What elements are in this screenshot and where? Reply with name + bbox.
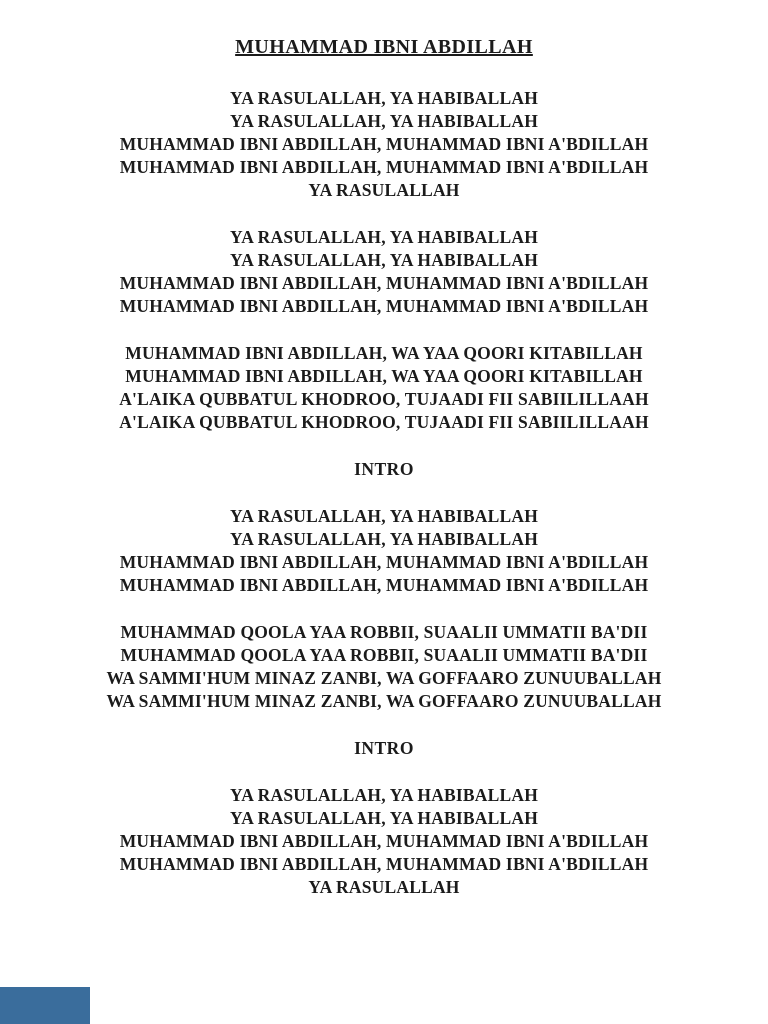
lyrics-line: MUHAMMAD IBNI ABDILLAH, MUHAMMAD IBNI A'BDILLAH [119,854,649,874]
lyrics-line: MUHAMMAD IBNI ABDILLAH, WA YAA QOORI KITABILLAH [125,366,643,386]
lyrics-line: YA RASULALLAH, YA HABIBALLAH [229,808,539,828]
lyrics-line: MUHAMMAD IBNI ABDILLAH, MUHAMMAD IBNI A'BDILLAH [119,134,649,154]
lyrics-line: A'LAIKA QUBBATUL KHODROO, TUJAADI FII SABIILILLAAH [119,412,649,432]
marker-line: INTRO [354,738,414,758]
footer-accent-bar [0,987,90,1024]
lyrics-line: MUHAMMAD QOOLA YAA ROBBII, SUAALII UMMATII BA'DII [120,645,648,665]
lyrics-line: MUHAMMAD IBNI ABDILLAH, MUHAMMAD IBNI A'BDILLAH [119,157,649,177]
lyrics-line: YA RASULALLAH [308,180,460,200]
stanza [0,342,768,434]
lyrics-line: YA RASULALLAH [308,877,460,897]
lyrics-line: YA RASULALLAH, YA HABIBALLAH [229,506,539,526]
lyrics-body [0,87,768,899]
lyrics-line: WA SAMMI'HUM MINAZ ZANBI, WA GOFFAARO ZUNUUBALLAH [106,691,662,711]
page-title: MUHAMMAD IBNI ABDILLAH [235,36,533,58]
lyrics-line: MUHAMMAD IBNI ABDILLAH, MUHAMMAD IBNI A'BDILLAH [119,296,649,316]
lyrics-line: MUHAMMAD IBNI ABDILLAH, MUHAMMAD IBNI A'BDILLAH [119,831,649,851]
lyrics-line: WA SAMMI'HUM MINAZ ZANBI, WA GOFFAARO ZUNUUBALLAH [106,668,662,688]
marker-line: INTRO [354,459,414,479]
lyrics-line: YA RASULALLAH, YA HABIBALLAH [229,88,539,108]
lyrics-line: MUHAMMAD IBNI ABDILLAH, MUHAMMAD IBNI A'BDILLAH [119,552,649,572]
lyrics-line: MUHAMMAD QOOLA YAA ROBBII, SUAALII UMMATII BA'DII [120,622,648,642]
lyrics-line: MUHAMMAD IBNI ABDILLAH, MUHAMMAD IBNI A'BDILLAH [119,273,649,293]
stanza [0,87,768,202]
lyrics-line: YA RASULALLAH, YA HABIBALLAH [229,111,539,131]
lyrics-line: MUHAMMAD IBNI ABDILLAH, MUHAMMAD IBNI A'BDILLAH [119,575,649,595]
stanza [0,784,768,899]
stanza [0,226,768,318]
stanza [0,505,768,597]
section-marker [0,458,768,481]
stanza [0,621,768,713]
lyrics-line: YA RASULALLAH, YA HABIBALLAH [229,785,539,805]
lyrics-line: A'LAIKA QUBBATUL KHODROO, TUJAADI FII SABIILILLAAH [119,389,649,409]
lyrics-line: MUHAMMAD IBNI ABDILLAH, WA YAA QOORI KITABILLAH [125,343,643,363]
section-marker [0,737,768,760]
lyrics-line: YA RASULALLAH, YA HABIBALLAH [229,529,539,549]
lyrics-line: YA RASULALLAH, YA HABIBALLAH [229,250,539,270]
lyrics-line: YA RASULALLAH, YA HABIBALLAH [229,227,539,247]
